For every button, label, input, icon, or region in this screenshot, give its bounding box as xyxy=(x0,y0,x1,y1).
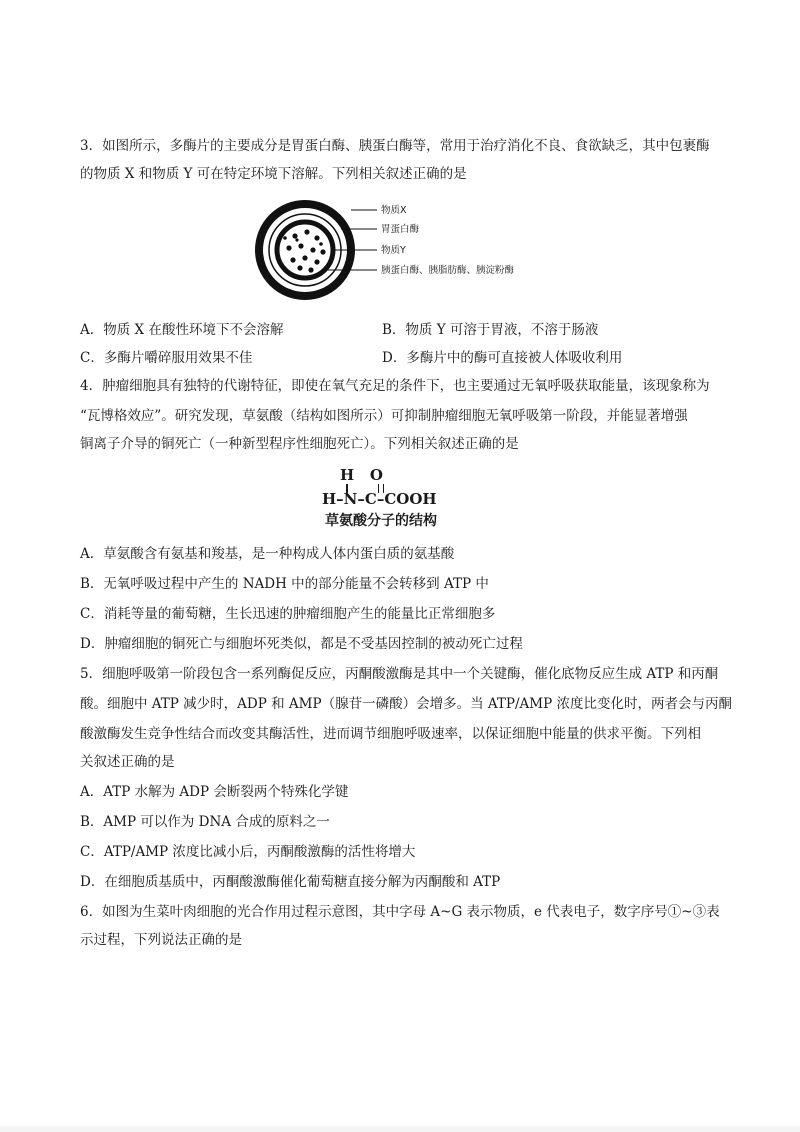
q4-option-c[interactable]: C．消耗等量的葡萄糖，生长迅速的肿瘤细胞产生的能量比正常细胞多 xyxy=(80,606,496,622)
q5-stem-line3: 酸激酶发生竞争性结合而改变其酶活性，进而调节细胞呼吸速率，以保证细胞中能量的供求平衡。下列相 xyxy=(80,726,701,742)
formula-main-chain: H–N–C–COOH xyxy=(322,490,437,508)
q5-option-d[interactable]: D．在细胞质基质中，丙酮酸激酶催化葡萄糖直接分解为丙酮酸和 ATP xyxy=(80,874,501,890)
formula-caption: 草氨酸分子的结构 xyxy=(325,513,437,529)
label-pancreatic-enzymes: 胰蛋白酶、胰脂肪酶、胰淀粉酶 xyxy=(381,265,515,276)
q5-option-a[interactable]: A．ATP 水解为 ADP 会断裂两个特殊化学键 xyxy=(80,784,349,800)
q5-stem-line1: 5．细胞呼吸第一阶段包含一系列酶促反应，丙酮酸激酶是其中一个关键酶，催化底物反应生成 ATP 和丙酮 xyxy=(80,666,719,682)
page-bottom-edge xyxy=(0,1126,800,1132)
q4-stem-line3: 铜离子介导的铜死亡（一种新型程序性细胞死亡）。下列相关叙述正确的是 xyxy=(80,436,519,452)
q4-stem-line2: “瓦博格效应”。研究发现，草氨酸（结构如图所示）可抑制肿瘤细胞无氧呼吸第一阶段，并能显著增强 xyxy=(80,408,688,424)
q3-stem-line2: 的物质 X 和物质 Y 可在特定环境下溶解。下列相关叙述正确的是 xyxy=(80,166,467,182)
label-substance-y: 物质Y xyxy=(381,245,406,256)
q3-option-d[interactable]: D．多酶片中的酶可直接被人体吸收利用 xyxy=(382,350,623,366)
q6-stem-line2: 示过程，下列说法正确的是 xyxy=(80,932,242,948)
q4-option-a[interactable]: A．草氨酸含有氨基和羧基，是一种构成人体内蛋白质的氨基酸 xyxy=(80,546,455,562)
q5-option-c[interactable]: C．ATP/AMP 浓度比减小后，丙酮酸激酶的活性将增大 xyxy=(80,844,416,860)
q5-stem-line4: 关叙述正确的是 xyxy=(80,754,175,770)
q4-stem-line1: 4．肿瘤细胞具有独特的代谢特征，即使在氧气充足的条件下，也主要通过无氧呼吸获取能量，该现象称为 xyxy=(80,378,710,394)
q3-option-b[interactable]: B．物质 Y 可溶于胃液，不溶于肠液 xyxy=(382,322,599,338)
formula-top-atoms: H O xyxy=(340,466,383,484)
q4-option-b[interactable]: B．无氧呼吸过程中产生的 NADH 中的部分能量不会转移到 ATP 中 xyxy=(80,576,489,592)
label-substance-x: 物质X xyxy=(381,205,407,216)
q3-option-c[interactable]: C．多酶片嚼碎服用效果不佳 xyxy=(80,350,253,366)
q4-option-d[interactable]: D．肿瘤细胞的铜死亡与细胞坏死类似，都是不受基因控制的被动死亡过程 xyxy=(80,636,523,652)
q6-stem-line1: 6．如图为生菜叶肉细胞的光合作用过程示意图，其中字母 A~G 表示物质，e 代表电子，数字序号①~③表 xyxy=(80,904,720,920)
q5-stem-line2: 酸。细胞中 ATP 减少时，ADP 和 AMP（腺苷一磷酸）会增多。当 ATP/AMP 浓度比变化时，两者会与丙酮 xyxy=(80,696,732,712)
q5-option-b[interactable]: B．AMP 可以作为 DNA 合成的原料之一 xyxy=(80,814,330,830)
q3-stem-line1: 3．如图所示，多酶片的主要成分是胃蛋白酶、胰蛋白酶等，常用于治疗消化不良、食欲缺乏，其中包裹酶 xyxy=(80,138,710,154)
multi-enzyme-tablet-diagram xyxy=(255,200,525,300)
q3-option-a[interactable]: A．物质 X 在酸性环境下不会溶解 xyxy=(80,322,284,338)
label-pepsin: 胃蛋白酶 xyxy=(381,224,420,235)
